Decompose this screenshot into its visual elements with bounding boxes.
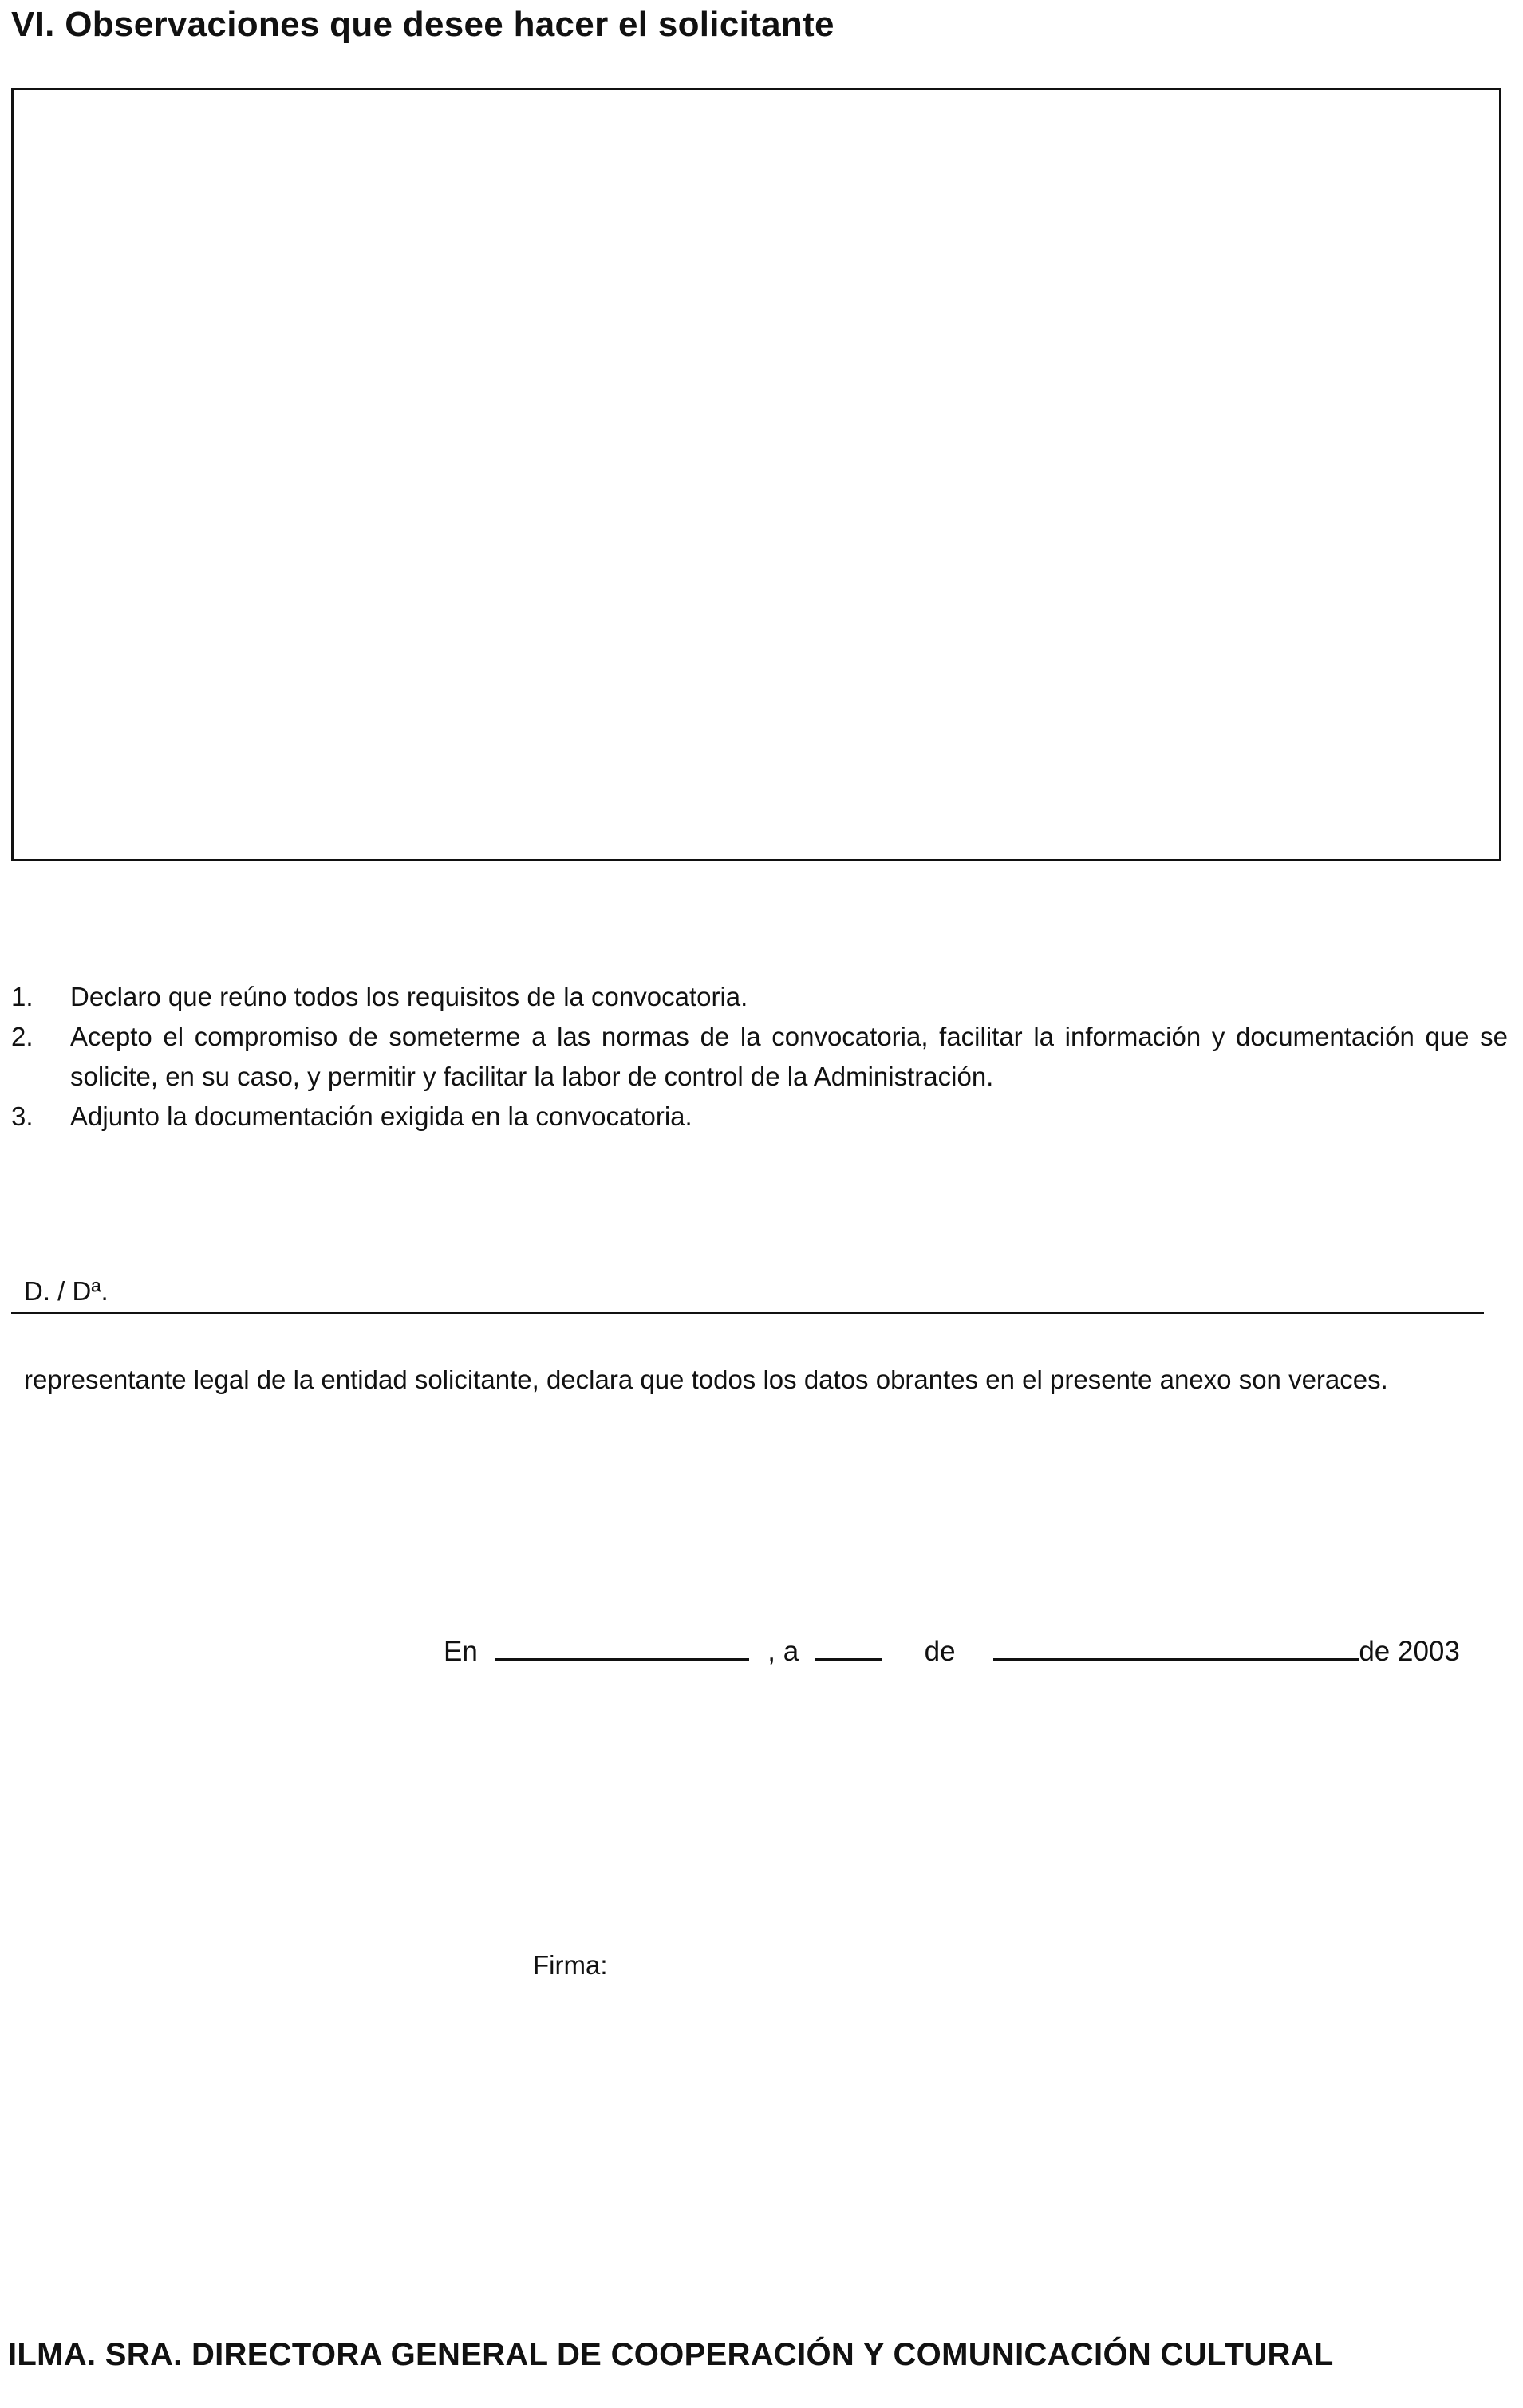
place-field[interactable] <box>495 1631 749 1661</box>
place-label: En <box>444 1636 478 1667</box>
representative-declaration: representante legal de la entidad solicitante, declara que todos los datos obrantes en el presente anexo son veraces. <box>24 1365 1388 1394</box>
day-label: , a <box>767 1636 799 1667</box>
declarations-list <box>11 977 1508 1137</box>
representative-name-field[interactable] <box>11 1312 1484 1314</box>
declaration-text: Acepto el compromiso de someterme a las normas de la convocatoria, facilitar la información y documentación que se solicite, en su caso, y permitir y facilitar la labor de control de la Administración. <box>70 1022 1508 1091</box>
observations-box[interactable] <box>11 88 1501 861</box>
declaration-item <box>11 1017 1508 1097</box>
declaration-number: 3. <box>11 1102 34 1131</box>
declaration-number: 1. <box>11 982 34 1011</box>
year-label: de 2003 <box>1359 1636 1460 1667</box>
signature-label: Firma: <box>533 1950 608 1980</box>
section-title: VI. Observaciones que desee hacer el solicitante <box>11 5 834 44</box>
addressee: ILMA. SRA. DIRECTORA GENERAL DE COOPERACIÓN Y COMUNICACIÓN CULTURAL <box>8 2337 1334 2372</box>
month-field[interactable] <box>993 1631 1359 1661</box>
declaration-item <box>11 977 1508 1017</box>
day-field[interactable] <box>815 1631 882 1661</box>
representative-name-label: D. / Dª. <box>24 1276 109 1306</box>
declaration-number: 2. <box>11 1022 34 1051</box>
month-label: de <box>924 1636 956 1667</box>
declaration-item <box>11 1097 1508 1137</box>
declaration-text: Declaro que reúno todos los requisitos de la convocatoria. <box>70 982 748 1011</box>
declaration-text: Adjunto la documentación exigida en la convocatoria. <box>70 1102 692 1131</box>
place-date-line <box>444 1631 1460 1668</box>
